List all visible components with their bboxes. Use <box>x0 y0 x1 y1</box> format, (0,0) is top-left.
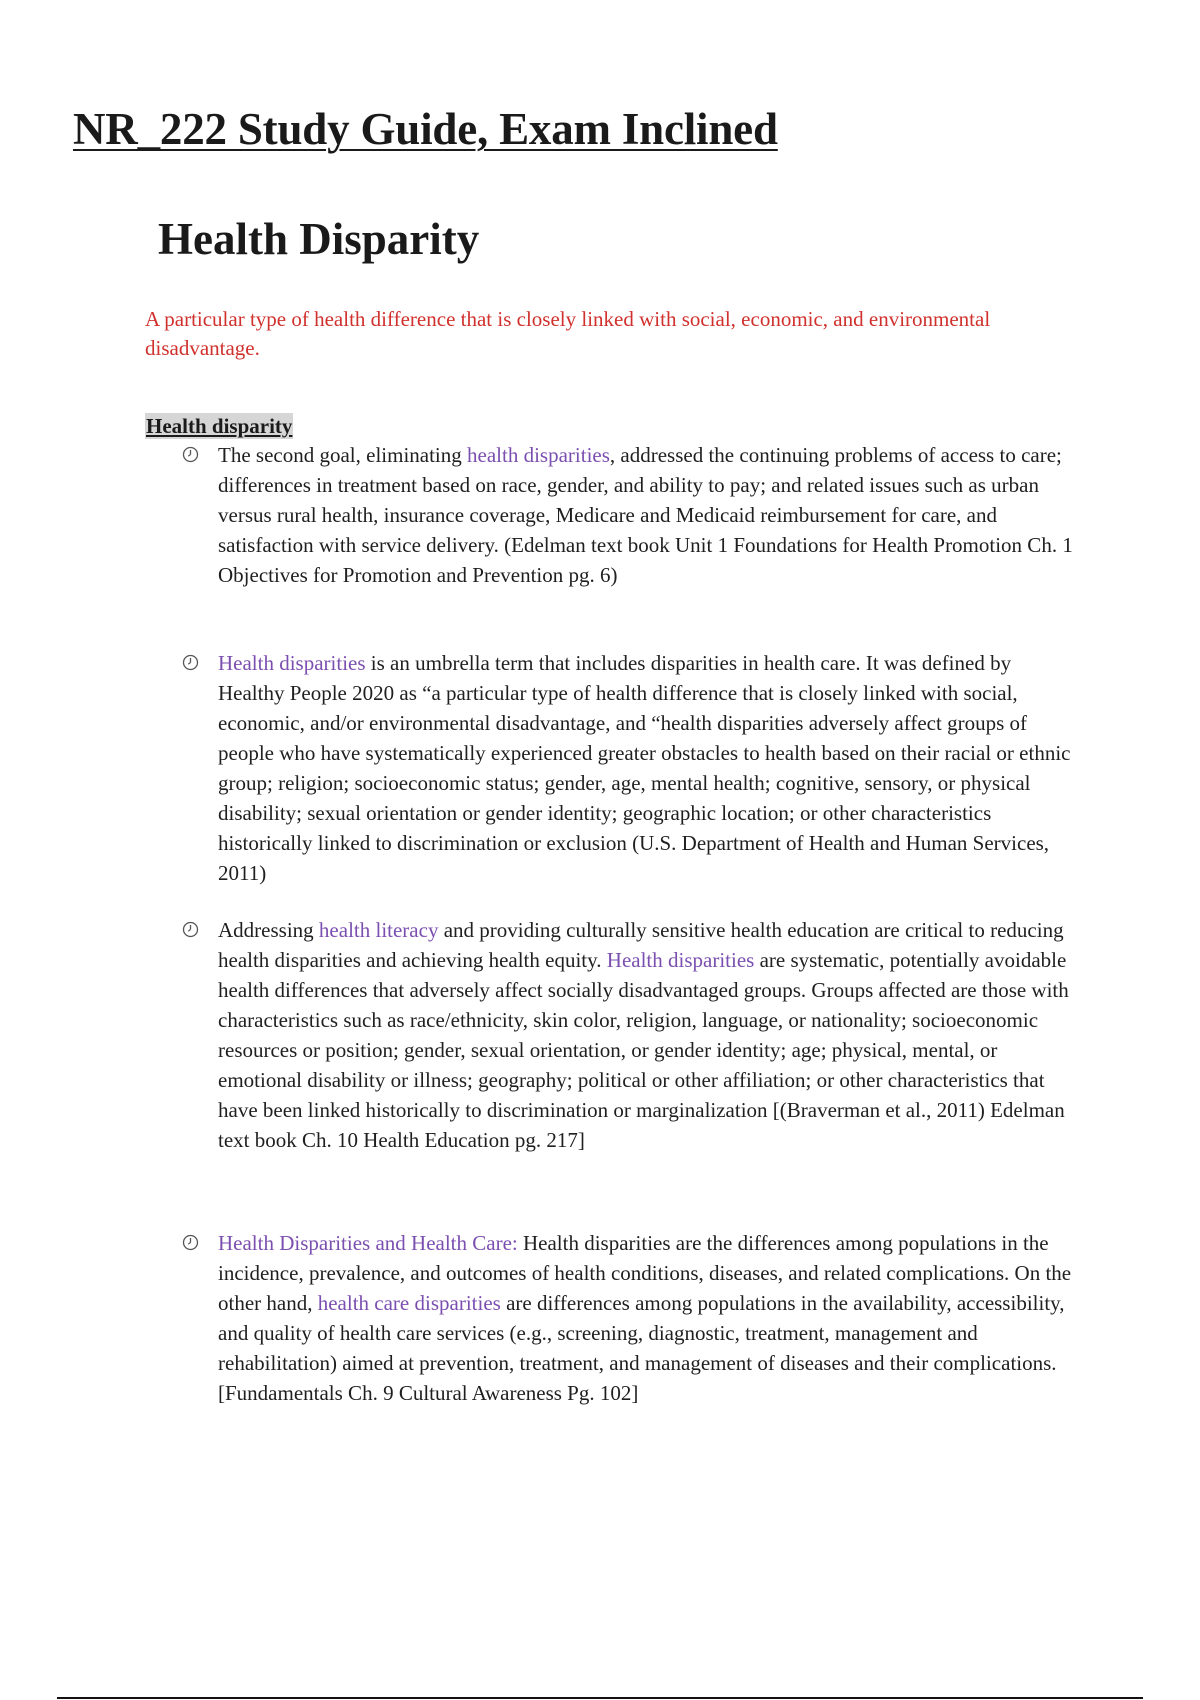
footer-divider <box>57 1697 1143 1699</box>
definition-text: A particular type of health difference that is closely linked with social, economic, and environmental disadvantage. <box>145 307 991 360</box>
bullet-text-segment: The second goal, eliminating <box>218 443 468 467</box>
bullet-text-segment: and providing culturally sensitive health education are critical to reducing health disparities and achieving health equity. <box>218 918 1064 972</box>
term-link[interactable]: health literacy <box>318 918 439 942</box>
bullet-text-segment: are systematic, potentially avoidable health differences that adversely affect socially disadvantaged groups. Groups affected are those with characteristics such as race/ethnicity, skin color, religion, language, or nationality; socioeconomic resources or position; gender, sexual orientation, or gender identity; age; physical, mental, or emotional disability or illness; geography; political or other affiliation; or other characteristics that have been linked historically to discrimination or marginalization [(Braverman et al., 2011) Edelman text book Ch. 10 Health Education pg. 217] <box>218 948 1069 1152</box>
bullet-text <box>218 915 1078 1155</box>
sub-heading: Health disparity <box>146 414 293 438</box>
term-link[interactable]: health care disparities <box>317 1291 501 1315</box>
bullet-text-segment: are differences among populations in the availability, accessibility, and quality of health care services (e.g., screening, diagnostic, treatment, management and rehabilitation) aimed at prevention, treatment, and management of diseases and their complications. [Fundamentals Ch. 9 Cultural Awareness Pg. 102] <box>218 1291 1065 1405</box>
clock-icon <box>182 1234 199 1251</box>
clock-icon <box>182 446 199 463</box>
term-link[interactable]: health disparities <box>467 443 610 467</box>
bullet-text <box>218 440 1078 590</box>
section-heading: Health Disparity <box>158 214 480 264</box>
term-link[interactable]: Health Disparities and Health Care: <box>218 1231 518 1255</box>
term-link[interactable]: Health disparities <box>606 948 755 972</box>
clock-icon <box>182 921 199 938</box>
bullet-text <box>218 648 1078 888</box>
bullet-text <box>218 1228 1078 1408</box>
document-title: NR_222 Study Guide, Exam Inclined <box>73 104 778 154</box>
bullet-text-segment: Addressing <box>218 918 319 942</box>
bullet-text-segment: is an umbrella term that includes disparities in health care. It was defined by Healthy People 2020 as “a particular type of health difference that is closely linked with social, economic, and/or environmental disadvantage, and “health disparities adversely affect groups of people who have systematically experienced greater obstacles to health based on their racial or ethnic group; religion; socioeconomic status; gender, age, mental health; cognitive, sensory, or physical disability; sexual orientation or gender identity; geographic location; or other characteristics historically linked to discrimination or exclusion (U.S. Department of Health and Human Services, 2011) <box>218 651 1071 885</box>
bullet-text-segment: Health disparities are the differences among populations in the incidence, prevalence, and outcomes of health conditions, diseases, and related complications. On the other hand, <box>218 1231 1072 1315</box>
term-link[interactable]: Health disparities <box>218 651 366 675</box>
clock-icon <box>182 654 199 671</box>
bullet-text-segment: , addressed the continuing problems of access to care; differences in treatment based on race, gender, and ability to pay; and related issues such as urban versus rural health, insurance coverage, Medicare and Medicaid reimbursement for care, and satisfaction with service delivery. (Edelman text book Unit 1 Foundations for Health Promotion Ch. 1 Objectives for Promotion and Prevention pg. 6) <box>218 443 1073 587</box>
